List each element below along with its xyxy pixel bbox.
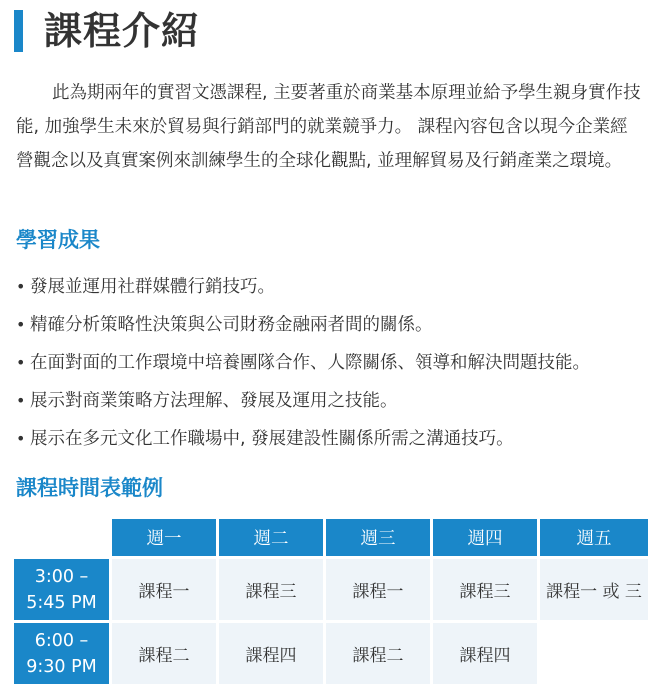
page-header [14, 8, 200, 54]
table-corner [14, 519, 109, 556]
outcome-text: 在面對面的工作環境中培養團隊合作、人際關係、領導和解決問題技能。 [30, 353, 590, 373]
day-header: 週五 [540, 519, 648, 556]
outcomes-heading: 學習成果 [16, 228, 100, 252]
schedule-cell: 課程三 [219, 559, 323, 620]
schedule-table [11, 516, 651, 687]
day-header: 週二 [219, 519, 323, 556]
day-header: 週三 [326, 519, 430, 556]
outcome-text: 展示在多元文化工作職場中, 發展建設性關係所需之溝通技巧。 [30, 429, 514, 449]
day-header: 週四 [433, 519, 537, 556]
bullet-icon: • [16, 315, 26, 334]
intro-text: 此為期兩年的實習文憑課程, 主要著重於商業基本原理並給予學生親身實作技能, 加強學生未來於貿易與行銷部門的就業競爭力。 課程內容包含以現今企業經營觀念以及真實案例來訓練學生的全球化觀點, 並理解貿易及行銷產業之環境。 [16, 83, 641, 171]
table-row [14, 623, 648, 684]
title-accent-bar [14, 10, 23, 52]
time-start: 3:00 – [34, 566, 89, 587]
bullet-icon: • [16, 277, 26, 296]
schedule-cell: 課程四 [433, 623, 537, 684]
outcome-text: 發展並運用社群媒體行銷技巧。 [30, 277, 275, 297]
schedule-cell: 課程一 或 三 [540, 559, 648, 620]
list-item [16, 268, 646, 306]
page-title: 課程介紹 [44, 9, 201, 53]
schedule-cell-empty [540, 623, 648, 684]
time-slot [14, 623, 109, 684]
schedule-cell: 課程二 [326, 623, 430, 684]
time-end: 5:45 PM [26, 592, 97, 613]
schedule-cell: 課程一 [112, 559, 216, 620]
outcomes-list [16, 268, 646, 458]
list-item [16, 420, 646, 458]
outcome-text: 精確分析策略性決策與公司財務金融兩者間的關係。 [30, 315, 433, 335]
schedule-heading: 課程時間表範例 [16, 476, 163, 500]
day-header: 週一 [112, 519, 216, 556]
schedule-cell: 課程一 [326, 559, 430, 620]
time-slot [14, 559, 109, 620]
schedule-cell: 課程四 [219, 623, 323, 684]
schedule-cell: 課程二 [112, 623, 216, 684]
list-item [16, 306, 646, 344]
list-item [16, 344, 646, 382]
table-row [14, 559, 648, 620]
bullet-icon: • [16, 429, 26, 448]
table-header-row [14, 519, 648, 556]
list-item [16, 382, 646, 420]
bullet-icon: • [16, 391, 26, 410]
schedule-cell: 課程三 [433, 559, 537, 620]
time-start: 6:00 – [34, 630, 89, 651]
time-end: 9:30 PM [26, 656, 97, 677]
bullet-icon: • [16, 353, 26, 372]
intro-paragraph [16, 76, 644, 178]
outcome-text: 展示對商業策略方法理解、發展及運用之技能。 [30, 391, 398, 411]
